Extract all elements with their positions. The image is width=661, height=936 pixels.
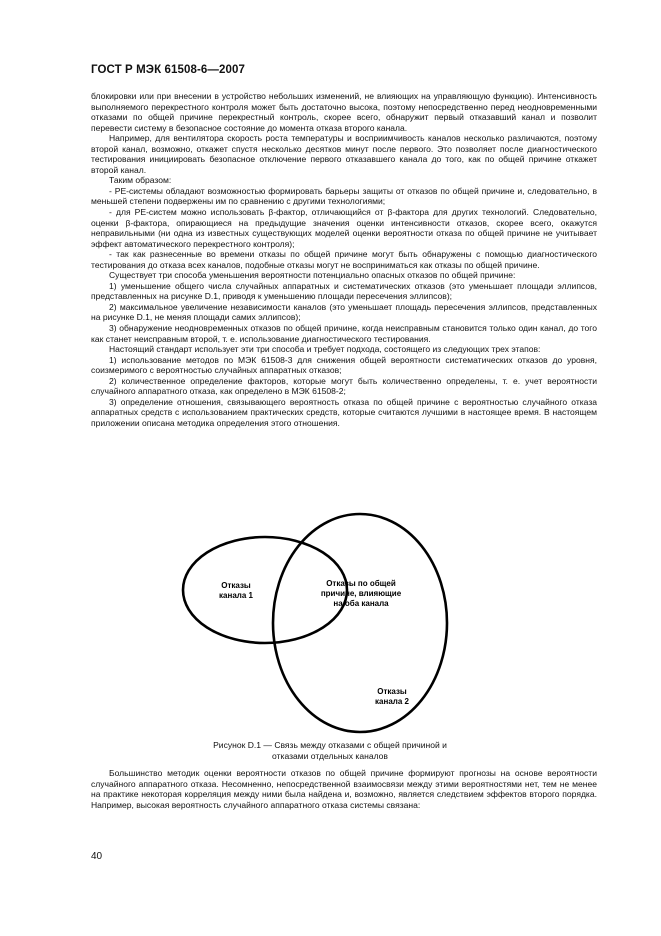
common-cause-label-line2: причине, влияющие <box>320 589 402 598</box>
channel-2-label-line2: канала 2 <box>375 697 409 706</box>
list-item: 2) количественное определение факторов, которые могут быть количественно определены, т. е. учет вероятности случайного аппаратного отказа, как определено в МЭК 61508-2; <box>91 375 597 397</box>
list-item: - PE-системы обладают возможностью формировать барьеры защиты от отказов по общей причине и, следовательно, в меньшей степени подвержены им по сравнению с другими технологиями; <box>91 185 597 207</box>
list-item: 1) уменьшение общего числа случайных аппаратных и систематических отказов (это уменьшает площади эллипсов, представленных на рисунке D.1, приводя к уменьшению площади пересечения эллипсов); <box>91 280 597 302</box>
list-item: 3) определение отношения, связывающего вероятность отказа по общей причине с вероятностью случайного отказа аппаратных средств с использованием практических средств, которые считаются лучшими в настоящее время. В настоящем приложении описана методика определения этого отношения. <box>91 396 597 428</box>
common-cause-label-line3: на оба канала <box>333 599 389 608</box>
channel-1-label-line1: Отказы <box>221 581 251 590</box>
common-cause-label-line1: Отказы по общей <box>326 579 396 588</box>
paragraph: Таким образом: <box>109 175 172 186</box>
paragraph: Большинство методик оценки вероятности отказов по общей причине формируют прогнозы на основе вероятности случайного аппаратного отказа. Несомненно, непосредственной взаимосвязи между этими вероятностями нет, тем не менее на практике некоторая корреляция между ними была найдена и, возможно, является следствием эффектов второго порядка. Например, высокая вероятность случайного аппаратного отказа системы связана: <box>91 768 597 811</box>
paragraph: Настоящий стандарт использует эти три способа и требует подхода, состоящего из следующих трех этапов: <box>109 344 541 355</box>
main-text <box>91 91 597 429</box>
closing-text <box>91 768 597 811</box>
figure-caption-line2: отказами отдельных каналов <box>272 751 388 761</box>
channel-1-label-line2: канала 1 <box>219 591 253 600</box>
paragraph: блокировки или при внесении в устройство небольших изменений, не влияющих на управляющую функцию). Интенсивность выполняемого перекрестного контроля может быть достаточно высока, поэтому непосредственно перед неодновременными отказами по общей причине перекрестный контроль, скорее всего, обнаружит первый отказавший канал и позволит перевести систему в безопасное состояние до момента отказа второго канала. <box>91 91 597 133</box>
paragraph: Существует три способа уменьшения вероятности потенциально опасных отказов по общей причине: <box>109 270 516 281</box>
list-item: 2) максимальное увеличение независимости каналов (это уменьшает площадь пересечения эллипсов, представленных на рисунке D.1, не меняя площади самих эллипсов); <box>91 301 597 323</box>
venn-diagram <box>180 510 480 735</box>
channel-2-label-line1: Отказы <box>377 687 407 696</box>
channel-2-ellipse <box>273 514 447 732</box>
figure-caption <box>150 740 510 762</box>
document-header: ГОСТ Р МЭК 61508-6—2007 <box>91 64 245 76</box>
list-item: - для PE-систем можно использовать β-фактор, отличающийся от β-фактора для других технологий. Следовательно, оценки β-фактора, опирающиеся на предыдущие значения оценки интенсивности отказов, скорее всего, окажутся неправильными (ни одна из известных существующих моделей оценки вероятности отказа по общей причине не учитывает эффект автоматического перекрестного контроля); <box>91 207 597 249</box>
page-number: 40 <box>91 851 103 862</box>
list-item: - так как разнесенные во времени отказы по общей причине могут быть обнаружены с помощью диагностического тестирования до отказа всех каналов, подобные отказы могут не восприниматься как отказы по общей причине. <box>91 249 597 270</box>
paragraph: Например, для вентилятора скорость роста температуры и восприимчивость каналов несколько различаются, поэтому второй канал, возможно, откажет спустя несколько десятков минут после первого. Это позволяет после диагностического тестирования инициировать безопасное отключение первого отказавшего канала до того, как по общей причине откажет второй канал. <box>91 133 597 175</box>
figure-caption-line1: Рисунок D.1 — Связь между отказами с общей причиной и <box>213 740 447 750</box>
list-item: 1) использование методов по МЭК 61508-3 для снижения общей вероятности систематических отказов до уровня, соизмеримого с вероятностью случайных аппаратных отказов; <box>91 354 597 376</box>
list-item: 3) обнаружение неодновременных отказов по общей причине, когда неисправным становится только один канал, до того как станет неисправным второй, т. е. использование диагностического тестирования. <box>91 323 597 344</box>
